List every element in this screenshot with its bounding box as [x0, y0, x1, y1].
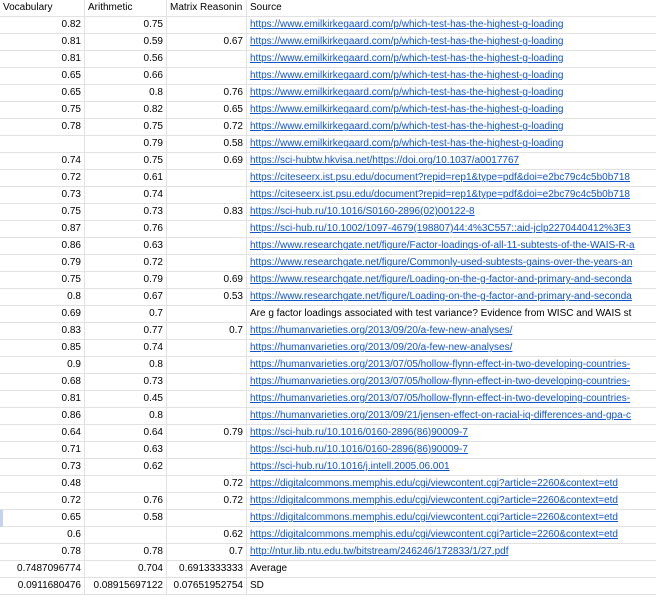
- vocabulary-cell[interactable]: 0.6: [0, 527, 85, 543]
- matrix-reasoning-cell[interactable]: [167, 306, 247, 322]
- source-cell[interactable]: SD: [250, 580, 264, 591]
- source-link[interactable]: https://humanvarieties.org/2013/07/05/hollow-flynn-effect-in-two-developing-countries-: [250, 376, 631, 387]
- matrix-reasoning-cell[interactable]: [167, 340, 247, 356]
- arithmetic-cell[interactable]: 0.7: [85, 306, 167, 322]
- vocabulary-cell[interactable]: 0.79: [0, 255, 85, 271]
- table-row: [0, 425, 656, 442]
- matrix-reasoning-cell[interactable]: 0.62: [167, 527, 247, 543]
- table-row: [0, 51, 656, 68]
- matrix-reasoning-cell[interactable]: [167, 68, 247, 84]
- matrix-reasoning-cell[interactable]: [167, 187, 247, 203]
- arithmetic-cell[interactable]: 0.66: [85, 68, 167, 84]
- table-row: [0, 204, 656, 221]
- source-link[interactable]: https://digitalcommons.memphis.edu/cgi/viewcontent.cgi?article=2260&context=etd: [250, 478, 618, 489]
- source-link[interactable]: https://www.emilkirkegaard.com/p/which-test-has-the-highest-g-loading: [250, 138, 564, 149]
- source-link[interactable]: https://humanvarieties.org/2013/09/21/jensen-effect-on-racial-iq-differences-and-gpa-c: [250, 410, 631, 421]
- table-row: [0, 561, 656, 578]
- matrix-reasoning-cell[interactable]: 0.69: [167, 272, 247, 288]
- vocabulary-cell[interactable]: 0.81: [0, 391, 85, 407]
- matrix-reasoning-cell[interactable]: [167, 17, 247, 33]
- arithmetic-cell[interactable]: 0.74: [85, 340, 167, 356]
- table-row: [0, 68, 656, 85]
- arithmetic-cell[interactable]: 0.76: [85, 493, 167, 509]
- table-row: [0, 442, 656, 459]
- source-link[interactable]: https://www.researchgate.net/figure/Commonly-used-subtests-gains-over-the-years-an: [250, 257, 633, 268]
- matrix-reasoning-cell[interactable]: 0.6913333333: [167, 561, 247, 577]
- table-row: [0, 476, 656, 493]
- matrix-reasoning-cell[interactable]: [167, 374, 247, 390]
- header-matrix-reasoning[interactable]: Matrix Reasonin: [167, 0, 247, 16]
- table-row: [0, 187, 656, 204]
- table-row: [0, 544, 656, 561]
- matrix-reasoning-cell[interactable]: 0.76: [167, 85, 247, 101]
- matrix-reasoning-cell[interactable]: [167, 238, 247, 254]
- header-row: [0, 0, 656, 17]
- source-link[interactable]: https://www.emilkirkegaard.com/p/which-test-has-the-highest-g-loading: [250, 53, 564, 64]
- matrix-reasoning-cell[interactable]: [167, 170, 247, 186]
- arithmetic-cell[interactable]: 0.58: [85, 510, 167, 526]
- arithmetic-cell[interactable]: 0.79: [85, 136, 167, 152]
- source-link[interactable]: https://www.emilkirkegaard.com/p/which-test-has-the-highest-g-loading: [250, 104, 564, 115]
- vocabulary-cell[interactable]: 0.69: [0, 306, 85, 322]
- table-row: [0, 340, 656, 357]
- source-link[interactable]: https://www.emilkirkegaard.com/p/which-test-has-the-highest-g-loading: [250, 36, 564, 47]
- vocabulary-cell[interactable]: 0.65: [0, 510, 85, 526]
- arithmetic-cell[interactable]: [85, 476, 167, 492]
- arithmetic-cell[interactable]: 0.56: [85, 51, 167, 67]
- matrix-reasoning-cell[interactable]: [167, 51, 247, 67]
- vocabulary-cell[interactable]: 0.65: [0, 68, 85, 84]
- matrix-reasoning-cell[interactable]: 0.79: [167, 425, 247, 441]
- source-link[interactable]: https://humanvarieties.org/2013/09/20/a-few-new-analyses/: [250, 342, 513, 353]
- table-row: [0, 374, 656, 391]
- source-link[interactable]: https://humanvarieties.org/2013/07/05/hollow-flynn-effect-in-two-developing-countries-: [250, 359, 631, 370]
- source-link[interactable]: https://sci-hub.ru/10.1016/j.intell.2005.06.001: [250, 461, 450, 472]
- arithmetic-cell[interactable]: 0.78: [85, 544, 167, 560]
- matrix-reasoning-cell[interactable]: 0.69: [167, 153, 247, 169]
- source-link[interactable]: https://www.emilkirkegaard.com/p/which-test-has-the-highest-g-loading: [250, 87, 564, 98]
- vocabulary-cell[interactable]: 0.72: [0, 493, 85, 509]
- matrix-reasoning-cell[interactable]: 0.58: [167, 136, 247, 152]
- arithmetic-cell[interactable]: 0.63: [85, 442, 167, 458]
- source-link[interactable]: https://digitalcommons.memphis.edu/cgi/viewcontent.cgi?article=2260&context=etd: [250, 495, 618, 506]
- matrix-reasoning-cell[interactable]: 0.67: [167, 34, 247, 50]
- table-row: [0, 357, 656, 374]
- source-link[interactable]: https://citeseerx.ist.psu.edu/document?repid=rep1&type=pdf&doi=e2bc79c4c5b0b718: [250, 189, 630, 200]
- source-link[interactable]: https://www.researchgate.net/figure/Factor-loadings-of-all-11-subtests-of-the-WAIS-R-a: [250, 240, 635, 251]
- vocabulary-cell[interactable]: 0.82: [0, 17, 85, 33]
- table-row: [0, 493, 656, 510]
- matrix-reasoning-cell[interactable]: [167, 357, 247, 373]
- vocabulary-cell[interactable]: 0.78: [0, 119, 85, 135]
- matrix-reasoning-cell[interactable]: 0.83: [167, 204, 247, 220]
- matrix-reasoning-cell[interactable]: [167, 459, 247, 475]
- table-row: [0, 408, 656, 425]
- table-row: [0, 221, 656, 238]
- arithmetic-cell[interactable]: 0.8: [85, 85, 167, 101]
- vocabulary-cell[interactable]: 0.86: [0, 238, 85, 254]
- source-link[interactable]: http://ntur.lib.ntu.edu.tw/bitstream/246246/172833/1/27.pdf: [250, 546, 509, 557]
- arithmetic-cell[interactable]: 0.75: [85, 119, 167, 135]
- matrix-reasoning-cell[interactable]: [167, 510, 247, 526]
- row-selection-marker: [0, 510, 3, 527]
- source-link[interactable]: https://www.researchgate.net/figure/Loading-on-the-g-factor-and-primary-and-seconda: [250, 291, 632, 302]
- vocabulary-cell[interactable]: 0.78: [0, 544, 85, 560]
- table-row: [0, 238, 656, 255]
- vocabulary-cell[interactable]: 0.7487096774: [0, 561, 85, 577]
- arithmetic-cell[interactable]: 0.73: [85, 374, 167, 390]
- table-row: [0, 85, 656, 102]
- table-row: [0, 34, 656, 51]
- table-row: [0, 119, 656, 136]
- vocabulary-cell[interactable]: 0.8: [0, 289, 85, 305]
- header-source[interactable]: Source: [250, 2, 282, 13]
- arithmetic-cell[interactable]: 0.82: [85, 102, 167, 118]
- arithmetic-cell[interactable]: 0.59: [85, 34, 167, 50]
- matrix-reasoning-cell[interactable]: 0.72: [167, 476, 247, 492]
- table-row: [0, 323, 656, 340]
- matrix-reasoning-cell[interactable]: 0.07651952754: [167, 578, 247, 594]
- table-row: [0, 391, 656, 408]
- arithmetic-cell[interactable]: 0.64: [85, 425, 167, 441]
- vocabulary-cell[interactable]: 0.72: [0, 170, 85, 186]
- matrix-reasoning-cell[interactable]: 0.53: [167, 289, 247, 305]
- arithmetic-cell[interactable]: 0.63: [85, 238, 167, 254]
- vocabulary-cell[interactable]: 0.68: [0, 374, 85, 390]
- table-row: [0, 136, 656, 153]
- arithmetic-cell[interactable]: 0.79: [85, 272, 167, 288]
- matrix-reasoning-cell[interactable]: 0.72: [167, 119, 247, 135]
- source-link[interactable]: https://www.researchgate.net/figure/Loading-on-the-g-factor-and-primary-and-seconda: [250, 274, 632, 285]
- arithmetic-cell[interactable]: 0.8: [85, 408, 167, 424]
- vocabulary-cell[interactable]: 0.86: [0, 408, 85, 424]
- matrix-reasoning-cell[interactable]: 0.65: [167, 102, 247, 118]
- vocabulary-cell[interactable]: 0.9: [0, 357, 85, 373]
- arithmetic-cell[interactable]: 0.76: [85, 221, 167, 237]
- vocabulary-cell[interactable]: 0.81: [0, 51, 85, 67]
- source-link[interactable]: https://digitalcommons.memphis.edu/cgi/viewcontent.cgi?article=2260&context=etd: [250, 512, 618, 523]
- vocabulary-cell[interactable]: 0.87: [0, 221, 85, 237]
- matrix-reasoning-cell[interactable]: 0.7: [167, 323, 247, 339]
- vocabulary-cell[interactable]: 0.73: [0, 459, 85, 475]
- arithmetic-cell[interactable]: 0.72: [85, 255, 167, 271]
- arithmetic-cell[interactable]: 0.73: [85, 204, 167, 220]
- matrix-reasoning-cell[interactable]: [167, 442, 247, 458]
- vocabulary-cell[interactable]: 0.75: [0, 272, 85, 288]
- source-cell[interactable]: Average: [250, 563, 288, 574]
- source-link[interactable]: https://sci-hub.ru/10.1016/S0160-2896(02)00122-8: [250, 206, 475, 217]
- table-row: [0, 527, 656, 544]
- matrix-reasoning-cell[interactable]: [167, 391, 247, 407]
- vocabulary-cell[interactable]: 0.64: [0, 425, 85, 441]
- source-link[interactable]: https://sci-hubtw.hkvisa.net/https://doi.org/10.1037/a0017767: [250, 155, 520, 166]
- arithmetic-cell[interactable]: 0.75: [85, 153, 167, 169]
- source-link[interactable]: https://citeseerx.ist.psu.edu/document?repid=rep1&type=pdf&doi=e2bc79c4c5b0b718: [250, 172, 630, 183]
- source-cell[interactable]: Are g factor loadings associated with test variance? Evidence from WISC and WAIS st: [250, 308, 632, 319]
- table-row: [0, 272, 656, 289]
- vocabulary-cell[interactable]: 0.75: [0, 204, 85, 220]
- vocabulary-cell[interactable]: 0.71: [0, 442, 85, 458]
- table-row: [0, 510, 656, 527]
- vocabulary-cell[interactable]: 0.73: [0, 187, 85, 203]
- source-link[interactable]: https://sci-hub.ru/10.1016/0160-2896(86)90009-7: [250, 444, 468, 455]
- matrix-reasoning-cell[interactable]: 0.7: [167, 544, 247, 560]
- vocabulary-cell[interactable]: [0, 136, 85, 152]
- table-row: [0, 289, 656, 306]
- vocabulary-cell[interactable]: 0.83: [0, 323, 85, 339]
- table-row: [0, 306, 656, 323]
- arithmetic-cell[interactable]: 0.74: [85, 187, 167, 203]
- arithmetic-cell[interactable]: [85, 527, 167, 543]
- source-link[interactable]: https://humanvarieties.org/2013/07/05/hollow-flynn-effect-in-two-developing-countries-: [250, 393, 631, 404]
- source-link[interactable]: https://sci-hub.ru/10.1002/1097-4679(198807)44:4%3C557::aid-jclp2270440412%3E3: [250, 223, 631, 234]
- table-row: [0, 102, 656, 119]
- source-link[interactable]: https://sci-hub.ru/10.1016/0160-2896(86)90009-7: [250, 427, 468, 438]
- arithmetic-cell[interactable]: 0.704: [85, 561, 167, 577]
- matrix-reasoning-cell[interactable]: [167, 221, 247, 237]
- arithmetic-cell[interactable]: 0.8: [85, 357, 167, 373]
- matrix-reasoning-cell[interactable]: 0.72: [167, 493, 247, 509]
- source-link[interactable]: https://www.emilkirkegaard.com/p/which-test-has-the-highest-g-loading: [250, 70, 564, 81]
- table-row: [0, 17, 656, 34]
- header-vocabulary[interactable]: Vocabulary: [0, 0, 85, 16]
- source-link[interactable]: https://digitalcommons.memphis.edu/cgi/viewcontent.cgi?article=2260&context=etd: [250, 529, 618, 540]
- table-row: [0, 170, 656, 187]
- arithmetic-cell[interactable]: 0.75: [85, 17, 167, 33]
- table-row: [0, 459, 656, 476]
- vocabulary-cell[interactable]: 0.0911680476: [0, 578, 85, 594]
- header-arithmetic[interactable]: Arithmetic: [85, 0, 167, 16]
- vocabulary-cell[interactable]: 0.48: [0, 476, 85, 492]
- arithmetic-cell[interactable]: 0.77: [85, 323, 167, 339]
- vocabulary-cell[interactable]: 0.75: [0, 102, 85, 118]
- source-link[interactable]: https://humanvarieties.org/2013/09/20/a-few-new-analyses/: [250, 325, 513, 336]
- source-link[interactable]: https://www.emilkirkegaard.com/p/which-test-has-the-highest-g-loading: [250, 19, 564, 30]
- vocabulary-cell[interactable]: 0.74: [0, 153, 85, 169]
- table-row: [0, 153, 656, 170]
- arithmetic-cell[interactable]: 0.08915697122: [85, 578, 167, 594]
- arithmetic-cell[interactable]: 0.67: [85, 289, 167, 305]
- arithmetic-cell[interactable]: 0.61: [85, 170, 167, 186]
- table-row: [0, 578, 656, 595]
- arithmetic-cell[interactable]: 0.62: [85, 459, 167, 475]
- arithmetic-cell[interactable]: 0.45: [85, 391, 167, 407]
- table-row: [0, 255, 656, 272]
- vocabulary-cell[interactable]: 0.85: [0, 340, 85, 356]
- source-link[interactable]: https://www.emilkirkegaard.com/p/which-test-has-the-highest-g-loading: [250, 121, 564, 132]
- matrix-reasoning-cell[interactable]: [167, 408, 247, 424]
- vocabulary-cell[interactable]: 0.65: [0, 85, 85, 101]
- matrix-reasoning-cell[interactable]: [167, 255, 247, 271]
- vocabulary-cell[interactable]: 0.81: [0, 34, 85, 50]
